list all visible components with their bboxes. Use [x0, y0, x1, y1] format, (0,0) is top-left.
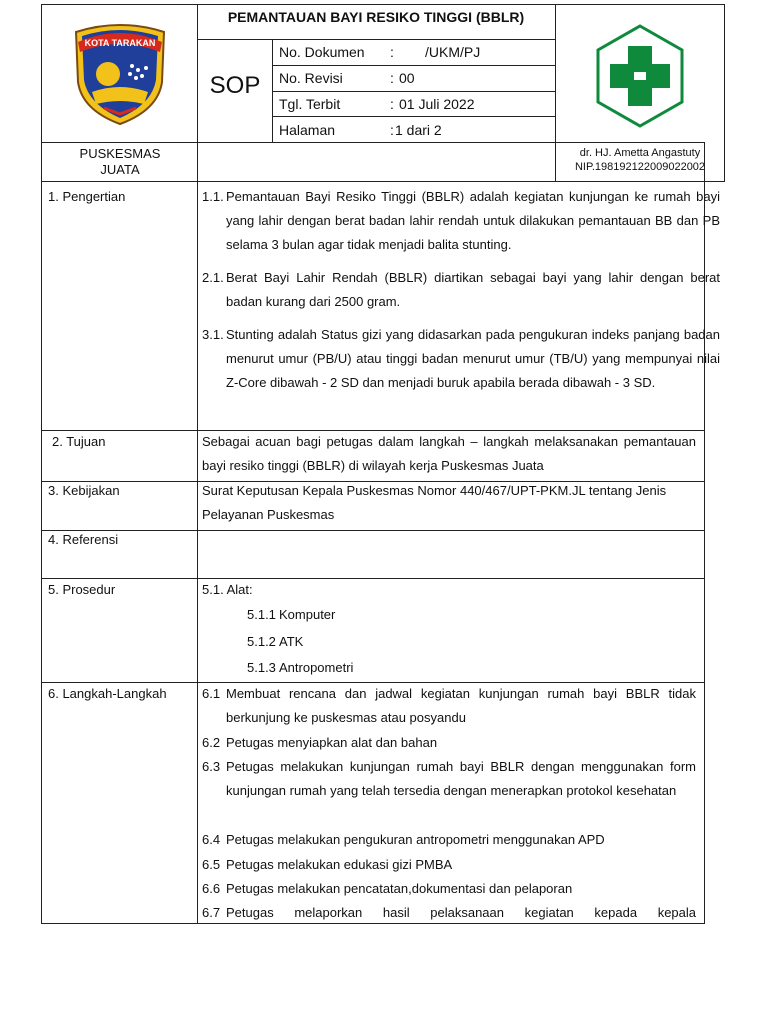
langkah-step-2 — [202, 731, 696, 755]
meta-value-halaman: 1 dari 2 — [395, 122, 442, 138]
alat-item-3-text: Antropometri — [279, 660, 354, 675]
meta-label-terbit: Tgl. Terbit — [279, 96, 341, 112]
institution-line-1: PUSKESMAS — [79, 146, 161, 161]
row-line-referensi — [41, 530, 705, 531]
pengertian-item-2-text: Berat Bayi Lahir Rendah (BBLR) diartikan sebagai bayi yang lahir dengan berat badan kurang dari 2500 gram. — [226, 270, 720, 309]
pengertian-item-3 — [202, 323, 720, 395]
header-border-top — [41, 4, 725, 5]
langkah-step-2-text: Petugas menyiapkan alat dan bahan — [226, 735, 438, 750]
langkah-step-7 — [202, 901, 696, 925]
meta-value-terbit: 01 Juli 2022 — [399, 96, 475, 112]
langkah-step-7-num: 6.7 — [202, 905, 221, 920]
pengertian-item-2 — [202, 266, 720, 314]
langkah-step-3 — [202, 755, 696, 803]
langkah-step-7-text: Petugas melaporkan hasil pelaksanaan kegiatan kepada kepala — [226, 905, 696, 920]
meta-colon-terbit: : — [390, 96, 394, 112]
langkah-step-2-num: 6.2 — [202, 735, 221, 750]
langkah-step-5-text: Petugas melakukan edukasi gizi PMBA — [226, 857, 453, 872]
meta-colon-dokumen: : — [390, 44, 394, 60]
langkah-step-6-text: Petugas melakukan pencatatan,dokumentasi dan pelaporan — [226, 881, 573, 896]
signer-block — [556, 146, 724, 174]
meta-label-dokumen: No. Dokumen — [279, 44, 365, 60]
signer-nip: NIP.198192122009022002 — [574, 161, 706, 173]
prosedur-heading: 5.1. Alat: — [202, 582, 253, 597]
institution-name — [42, 146, 198, 178]
alat-item-3 — [247, 656, 353, 680]
row-label-prosedur: 5. Prosedur — [48, 582, 116, 597]
row-label-pengertian: 1. Pengertian — [48, 189, 126, 204]
pengertian-item-1-num: 1.1. — [202, 189, 224, 204]
langkah-step-6 — [202, 877, 696, 901]
langkah-step-5-num: 6.5 — [202, 857, 221, 872]
document-title: PEMANTAUAN BAYI RESIKO TINGGI (BBLR) — [227, 9, 525, 25]
meta-value-dokumen: /UKM/PJ — [425, 44, 481, 60]
sop-label: SOP — [209, 72, 261, 99]
alat-item-2-num: 5.1.2 — [247, 634, 276, 649]
alat-item-2 — [247, 630, 303, 654]
meta-label-halaman: Halaman — [279, 122, 336, 138]
pengertian-item-1 — [202, 185, 720, 257]
header-body-line — [41, 181, 705, 182]
header-lower-right-edge — [704, 142, 705, 924]
meta-label-revisi: No. Revisi — [279, 70, 343, 86]
row-label-tujuan: 2. Tujuan — [52, 434, 106, 449]
row-label-kebijakan: 3. Kebijakan — [48, 483, 120, 498]
pengertian-item-1-text: Pemantauan Bayi Resiko Tinggi (BBLR) adalah kegiatan kunjungan ke rumah bayi yang lahir dengan berat badan lahir rendah untuk dilakukan pemantauan BB dan PB selama 3 bulan agar tidak menjadi balita stunting. — [226, 189, 720, 252]
alat-item-1-text: Komputer — [279, 607, 336, 622]
meta-colon-halaman: : — [390, 122, 394, 138]
meta-line-2 — [272, 91, 556, 92]
signer-name: dr. HJ. Ametta Angastuty — [579, 147, 701, 159]
langkah-step-3-num: 6.3 — [202, 759, 221, 774]
meta-line-1 — [272, 65, 556, 66]
langkah-step-4-text: Petugas melakukan pengukuran antropometri menggunakan APD — [226, 832, 605, 847]
langkah-step-3-text: Petugas melakukan kunjungan rumah bayi BBLR dengan menggunakan form kunjungan rumah yang telah tersedia dengan menerapkan protokol kesehatan — [226, 759, 696, 798]
pengertian-item-3-text: Stunting adalah Status gizi yang didasarkan pada pengukuran indeks panjang badan menurut umur (PB/U) atau tinggi badan menurut umur (TB/U) yang mempunyai nilai Z-Core dibawah - 2 SD dan menjadi buruk apabila berada dibawah - 3 SD. — [226, 327, 720, 390]
kebijakan-text: Surat Keputusan Kepala Puskesmas Nomor 440/467/UPT-PKM.JL tentang Jenis Pelayanan Puskesmas — [202, 483, 667, 522]
header-border-right — [724, 4, 725, 181]
logo-left-text: KOTA TARAKAN — [84, 38, 156, 48]
langkah-step-6-num: 6.6 — [202, 881, 221, 896]
langkah-step-1-text: Membuat rencana dan jadwal kegiatan kunjungan rumah bayi BBLR tidak berkunjung ke puskesmas atau posyandu — [226, 686, 696, 725]
institution-line-2: JUATA — [100, 162, 140, 177]
alat-item-2-text: ATK — [279, 634, 304, 649]
langkah-step-1-num: 6.1 — [202, 686, 221, 701]
header-lower-line — [41, 142, 704, 143]
alat-item-3-num: 5.1.3 — [247, 660, 276, 675]
pengertian-item-3-num: 3.1. — [202, 327, 224, 342]
alat-item-1 — [247, 603, 335, 627]
langkah-step-4 — [202, 828, 696, 852]
meta-value-revisi: 00 — [399, 70, 415, 86]
kota-tarakan-emblem-icon — [70, 22, 170, 126]
meta-colon-revisi: : — [390, 70, 394, 86]
puskesmas-green-cross-icon — [594, 24, 686, 128]
tujuan-text: Sebagai acuan bagi petugas dalam langkah – langkah melaksanakan pemantauan bayi resiko tinggi (BBLR) di wilayah kerja Puskesmas Juata — [202, 434, 696, 473]
alat-item-1-num: 5.1.1 — [247, 607, 276, 622]
langkah-step-1 — [202, 682, 696, 730]
langkah-step-4-num: 6.4 — [202, 832, 221, 847]
title-bottom-line — [197, 39, 556, 40]
pengertian-item-2-num: 2.1. — [202, 270, 224, 285]
meta-line-3 — [272, 116, 556, 117]
row-label-referensi: 4. Referensi — [48, 532, 119, 547]
row-label-langkah: 6. Langkah-Langkah — [48, 686, 167, 701]
langkah-step-5 — [202, 853, 696, 877]
